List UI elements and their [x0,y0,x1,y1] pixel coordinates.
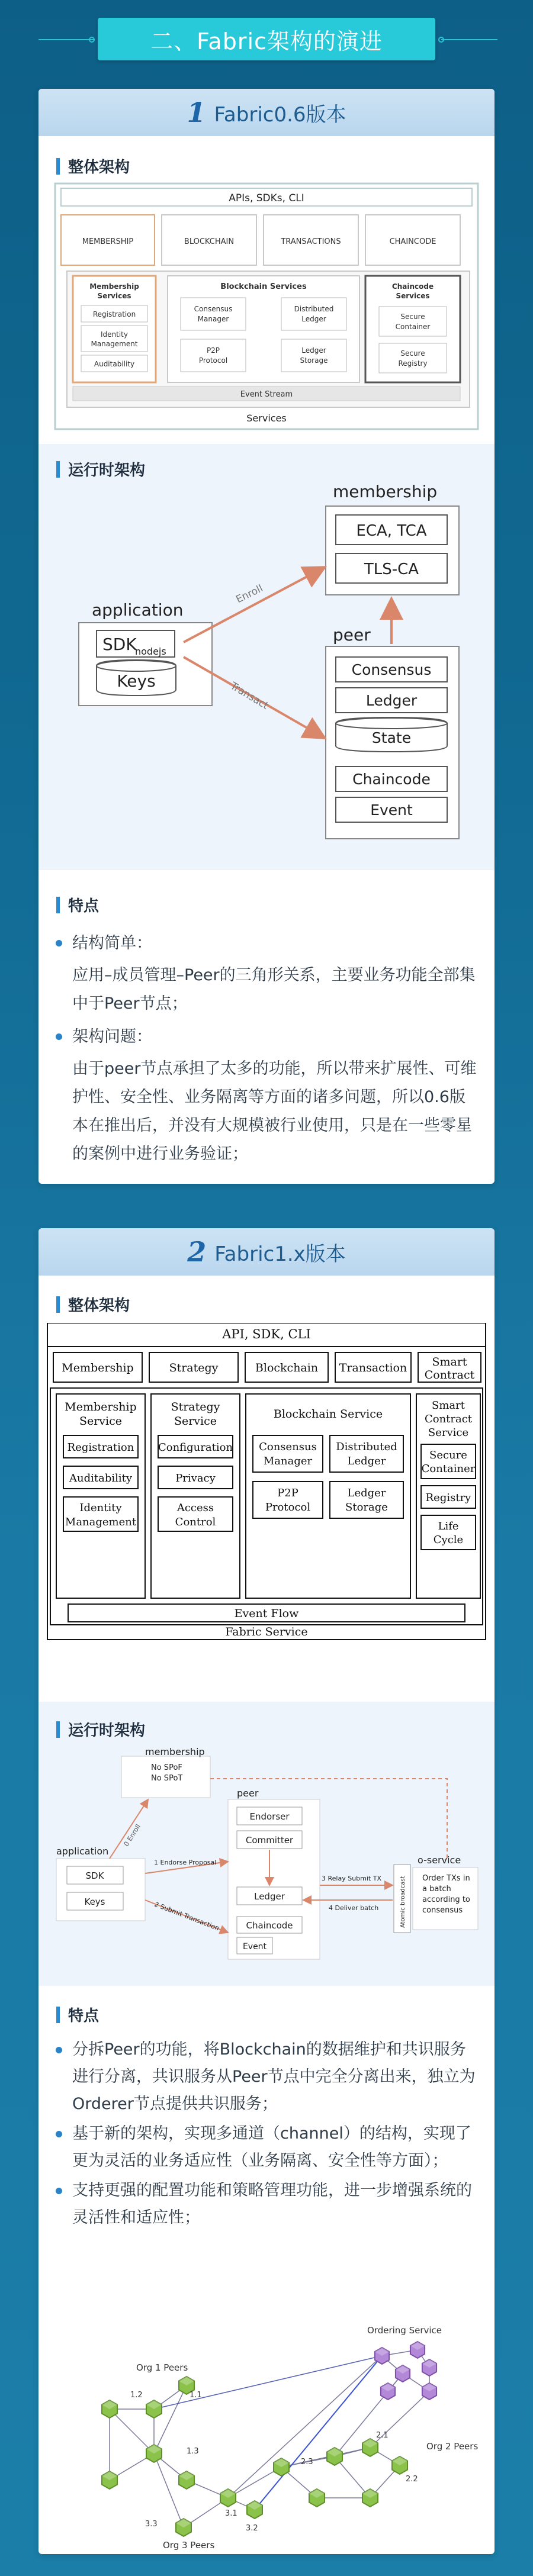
v1x-net-label-31: 3.1 [225,2509,237,2518]
v06-rt-membership-label: membership [333,482,438,501]
heading-text: 运行时架构 [68,1722,146,1740]
v1x-net-label-23: 2.3 [301,2458,313,2466]
v06-ms-management: Management [91,340,138,348]
v1x-feature-item [71,2120,477,2175]
v1x-bs-ledger2: Ledger [347,1487,386,1499]
v1x-ms-auditability: Auditability [69,1472,133,1485]
v06-rt-chaincode: Chaincode [352,771,431,788]
v1x-sc-title3: Service [428,1427,469,1439]
v1x-rt-deliver: 4 Deliver batch [329,1904,379,1912]
v1x-sc-secure: Secure [429,1449,467,1461]
v1x-sc-cycle: Cycle [433,1534,464,1546]
bullet-dot [56,2047,62,2053]
v06-ms-registration: Registration [92,310,136,318]
v06-rt-application-label: application [92,600,184,620]
v1x-rt-os-line1: Order TXs in [422,1874,470,1883]
heading-text: 特点 [68,2007,99,2025]
v1x-sc-registry: Registry [425,1492,471,1504]
v1x-rt-relay: 3 Relay Submit TX [322,1875,381,1882]
v06-cs-container: Container [395,323,431,331]
v06-rt-enroll-arrow [184,568,323,642]
v1x-sc-container: Container [421,1463,476,1475]
v1x-net-label-21: 2.1 [376,2431,388,2440]
v1x-features-list [71,2036,477,2232]
card-title-text: Fabric0.6版本 [214,102,346,127]
v1x-ss-control: Control [175,1516,216,1528]
card-fabric06 [38,89,495,1184]
v1x-net-ordering: Ordering Service [367,2325,442,2336]
v06-feature-title: 架构问题： [72,1028,152,1046]
v1x-rt-enroll-arrow [110,1799,148,1859]
v1x-rt-os-line2: a batch [422,1885,451,1894]
v1x-bs-title: Blockchain Service [273,1408,383,1421]
v1x-net-org3: Org 3 Peers [163,2540,215,2551]
heading-bar [56,897,60,913]
card-number: 2 [187,1236,207,1268]
v1x-ms-registration: Registration [67,1441,134,1454]
v1x-col-strategy: Strategy [169,1361,219,1374]
v1x-bs-storage: Storage [345,1501,388,1514]
heading-bar [56,1721,60,1738]
v06-feature-text: 由于peer节点承担了太多的功能，所以带来扩展性、可维护性、安全性、业务隔离等方面的诸多问题，所以0.6版本在推出后，并没有大规模被行业使用，只是在一些零星的案例中进行业务验证； [72,1060,477,1163]
v06-overall-section [38,136,495,444]
v06-bs-protocol: Protocol [198,356,228,365]
header-line-right [441,39,497,40]
v06-bs-storage: Storage [300,356,328,365]
v1x-col-transaction: Transaction [339,1361,407,1374]
v06-bs-distributed: Distributed [294,305,334,313]
v06-runtime-heading [56,458,145,480]
v1x-bs-p2p: P2P [277,1487,298,1499]
v1x-net-org2: Org 2 Peers [426,2441,479,2452]
v06-rt-ledger: Ledger [365,692,418,709]
v1x-net-label-12: 1.2 [130,2391,143,2400]
v06-rt-enroll: Enroll [234,582,265,606]
v1x-fabric-service: Fabric Service [225,1625,308,1638]
v1x-sc-life: Life [438,1520,459,1532]
v1x-bs-protocol: Protocol [265,1501,311,1514]
v06-cs-registry: Registry [398,359,428,368]
heading-text: 特点 [68,897,99,915]
v1x-net-org1: Org 1 Peers [136,2362,188,2373]
v06-rt-consensus: Consensus [351,661,432,678]
v1x-rt-oservice: o-service [418,1854,461,1866]
v06-cs-secure2: Secure [400,349,425,358]
v1x-ss-privacy: Privacy [175,1472,216,1485]
v06-rt-nodejs: nodejs [135,646,166,657]
v1x-rt-membership: membership [145,1746,205,1757]
v1x-rt-application: application [56,1846,109,1857]
v06-chaincode-services-title2: Services [396,292,430,300]
v1x-ss-title1: Strategy [171,1400,220,1413]
v1x-col-contract: Contract [424,1368,475,1382]
v1x-rt-event: Event [242,1942,267,1952]
v1x-overall-heading [56,1293,130,1315]
v06-feature-title: 结构简单： [72,934,152,952]
v06-membership-services-title2: Services [97,292,131,300]
header-dot-left [89,37,95,43]
v06-rt-keys: Keys [117,671,156,691]
v06-bs-consensus: Consensus [194,305,233,313]
v1x-rt-atomic: Atomic broadcast [400,1876,406,1928]
v1x-top-label: API, SDK, CLI [222,1327,311,1341]
v06-runtime-diagram [38,479,495,846]
v1x-net-label-13: 1.3 [187,2447,199,2456]
v06-bs-ledger2: Ledger [301,346,326,355]
v1x-feature-text: 支持更强的配置功能和策略管理功能，进一步增强系统的灵活性和适应性； [72,2181,472,2227]
v1x-ss-configuration: Configuration [158,1441,233,1454]
v06-rt-event: Event [370,801,413,819]
v1x-ms-title1: Membership [65,1400,137,1413]
card-title-fabric06 [38,89,495,136]
v06-rt-sdk: SDK [102,635,137,654]
v1x-rt-nospot: No SPoT [151,1774,183,1783]
section-header [98,18,435,60]
v06-top-label: APIs, SDKs, CLI [229,192,304,204]
v06-rt-tlsca: TLS-CA [364,561,419,578]
v06-runtime-section [38,444,495,870]
heading-bar [56,461,60,478]
v06-col-blockchain: BLOCKCHAIN [184,237,235,246]
heading-text: 运行时架构 [68,462,146,479]
v1x-bs-ledger: Ledger [347,1455,386,1467]
card-number: 1 [187,96,206,128]
v1x-rt-endorse: 1 Endorse Proposal [154,1859,217,1866]
v06-cs-secure: Secure [400,313,425,321]
v1x-features-heading [56,2004,99,2026]
v1x-feature-text: 基于新的架构，实现多通道（channel）的结构，实现了更为灵活的业务适应性（业务隔离、安全性等方面）； [72,2124,471,2170]
v06-overall-heading [56,155,130,177]
v06-bs-p2p: P2P [206,346,220,355]
v1x-rt-chaincode: Chaincode [246,1920,293,1931]
bullet-dot [56,1033,62,1040]
v1x-feature-item [71,2036,477,2118]
v1x-net-label-32: 3.2 [246,2524,258,2533]
v06-rt-ecatca: ECA, TCA [356,522,427,540]
v1x-net-label-22: 2.2 [406,2475,418,2484]
v06-rt-peer-label: peer [333,625,371,645]
v1x-overall-section [38,1276,495,1702]
v06-bs-ledger: Ledger [301,315,326,323]
v1x-rt-sdk: SDK [85,1870,104,1881]
v06-ms-identity: Identity [101,330,128,339]
v1x-sc-title1: Smart [432,1399,465,1412]
heading-bar [56,2007,60,2023]
v06-rt-state: State [371,729,412,746]
v1x-ms-management: Management [65,1516,137,1528]
v1x-event-flow: Event Flow [234,1607,299,1620]
card-fabric1x [38,1228,495,2554]
v1x-bs-consensus: Consensus [259,1441,317,1453]
v06-features-section [38,870,495,1184]
header-line-left [38,39,95,40]
v06-feature-text: 应用–成员管理–Peer的三角形关系，主要业务功能全部集中于Peer节点； [72,966,476,1013]
v06-overall-diagram [38,182,495,443]
v1x-overall-diagram [38,1323,495,1643]
v1x-ss-access: Access [176,1502,214,1514]
v1x-bs-distributed: Distributed [336,1441,397,1453]
v1x-runtime-diagram [38,1743,495,1980]
v1x-col-membership: Membership [62,1361,134,1374]
section-header-title: 二、Fabric架构的演进 [150,28,383,54]
v1x-ms-identity: Identity [79,1502,122,1514]
v1x-rt-ledger: Ledger [254,1891,285,1902]
v1x-rt-enroll: 0 Enroll [122,1822,143,1848]
v1x-network-diagram [38,2303,495,2551]
card-title-text: Fabric1.x版本 [214,1242,346,1266]
v1x-rt-endorser: Endorser [249,1811,290,1822]
v06-bs-manager: Manager [197,315,229,323]
v1x-rt-os-line4: consensus [422,1906,463,1915]
heading-text: 整体架构 [68,1297,130,1315]
v1x-rt-submit: 2 Submit Transaction [153,1900,220,1933]
v06-event-stream: Event Stream [240,390,293,399]
v1x-rt-committer: Committer [245,1835,294,1846]
v1x-rt-nospof: No SPoF [151,1763,182,1772]
v1x-net-label-11: 1.1 [190,2391,202,2400]
v1x-col-blockchain: Blockchain [255,1361,319,1374]
v1x-feature-item [71,2177,477,2232]
bullet-dot [56,2188,62,2194]
v06-services-label: Services [246,413,287,424]
v1x-ms-title2: Service [79,1415,123,1428]
v06-features-list [71,929,477,1168]
bullet-dot [56,940,62,946]
v1x-col-smart: Smart [432,1355,467,1368]
v06-rt-transact: Transact [228,680,271,712]
heading-bar [56,1296,60,1313]
v06-feature-item [71,1023,477,1168]
v1x-runtime-heading [56,1718,145,1740]
v1x-bs-manager: Manager [263,1455,313,1467]
v1x-runtime-section [38,1702,495,1986]
v06-col-transactions: TRANSACTIONS [281,237,341,246]
heading-text: 整体架构 [68,159,130,176]
v1x-feature-text: 分拆Peer的功能，将Blockchain的数据维护和共识服务进行分离，共识服务从Peer节点中完全分离出来，独立为Orderer节点提供共识服务； [72,2040,476,2113]
v06-ms-auditability: Auditability [94,360,135,368]
v06-col-membership: MEMBERSHIP [82,237,134,246]
v06-chaincode-services-title: Chaincode [391,282,434,291]
heading-bar [56,158,60,175]
v06-features-heading [56,894,99,916]
v06-blockchain-services-title: Blockchain Services [220,282,307,291]
v1x-rt-peer: peer [237,1788,259,1799]
v1x-rt-os-line3: according to [422,1895,470,1904]
v1x-rt-keys: Keys [84,1896,105,1907]
v1x-sc-title2: Contract [424,1413,473,1425]
v06-col-chaincode: CHAINCODE [389,237,436,246]
card-title-fabric1x [38,1228,495,1276]
v06-feature-item [71,929,477,1018]
bullet-dot [56,2131,62,2137]
v1x-features-section [38,1986,495,2554]
v1x-ss-title2: Service [174,1415,217,1428]
v06-membership-services-title: Membership [89,282,139,291]
v1x-net-label-33: 3.3 [145,2520,158,2529]
